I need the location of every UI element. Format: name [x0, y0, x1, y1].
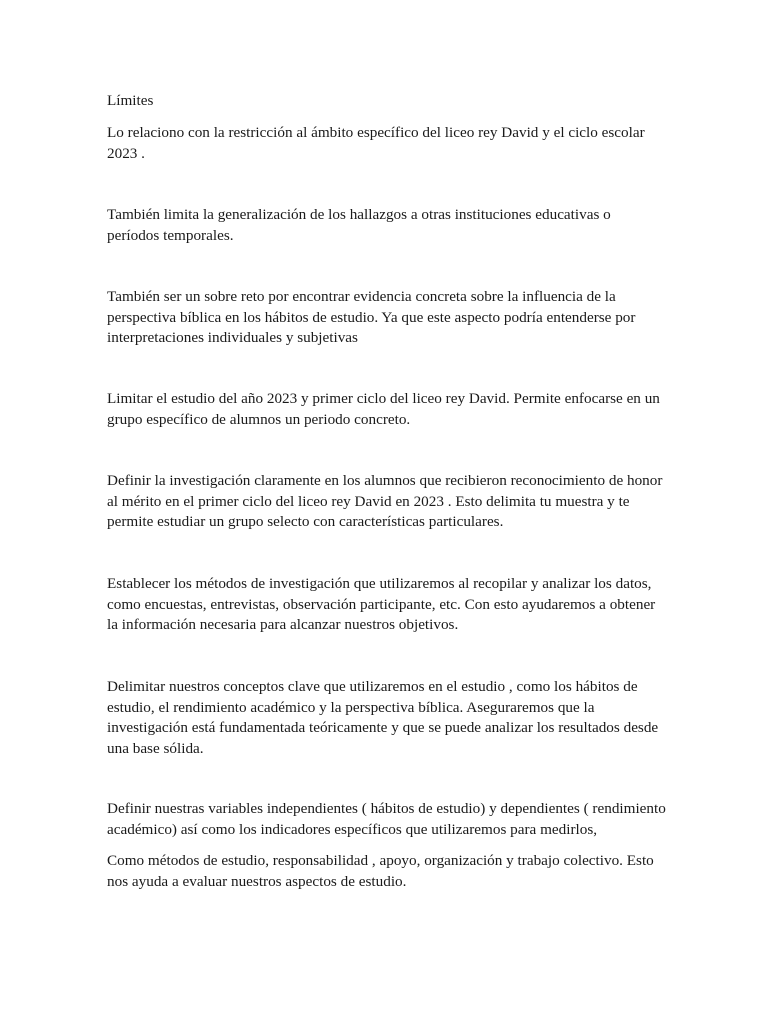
- paragraph-generalization-limit: También limita la generalización de los hallazgos a otras instituciones educativas o períodos temporales.: [107, 206, 611, 244]
- paragraph-research-methods: Establecer los métodos de investigación que utilizaremos al recopilar y analizar los datos, como encuestas, entrevistas, observación participante, etc. Con esto ayudaremos a obtener la información necesaria para alcanzar nuestros objetivos.: [107, 575, 656, 633]
- paragraph-study-period: Limitar el estudio del año 2023 y primer ciclo del liceo rey David. Permite enfocarse en un grupo específico de alumnos un periodo concreto.: [107, 390, 660, 428]
- paragraph-variables: Definir nuestras variables independientes ( hábitos de estudio) y dependientes ( rendimiento académico) así como los indicadores específicos que utilizaremos para medirlos,: [107, 800, 666, 838]
- paragraph-evidence-challenge: También ser un sobre reto por encontrar evidencia concreta sobre la influencia de la perspectiva bíblica en los hábitos de estudio. Ya que este aspecto podría entenderse por interpretaciones individuales y subjetivas: [107, 288, 636, 346]
- paragraph-sample-definition: Definir la investigación claramente en los alumnos que recibieron reconocimiento de honor al mérito en el primer ciclo del liceo rey David en 2023 . Esto delimita tu muestra y te permite estudiar un grupo selecto con características particulares.: [107, 472, 663, 530]
- paragraph-key-concepts: Delimitar nuestros conceptos clave que utilizaremos en el estudio , como los hábitos de estudio, el rendimiento académico y la perspectiva bíblica. Aseguraremos que la investigación está fundamentada teóricamente y que se puede analizar los resultados desde una base sólida.: [107, 678, 659, 757]
- paragraph-study-methods: Como métodos de estudio, responsabilidad , apoyo, organización y trabajo colectivo. Esto nos ayuda a evaluar nuestros aspectos de estudio.: [107, 852, 654, 890]
- paragraph-scope-restriction: Lo relaciono con la restricción al ámbito específico del liceo rey David y el ciclo escolar 2023 .: [107, 124, 645, 162]
- document-heading: Límites: [107, 92, 154, 109]
